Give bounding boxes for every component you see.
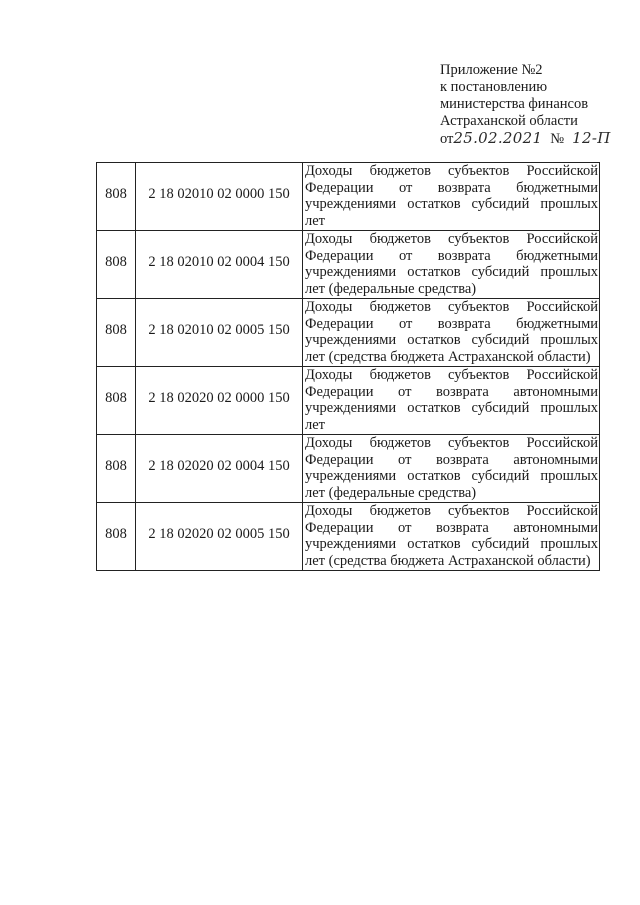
- date-prefix: от: [440, 131, 454, 147]
- appendix-title: Приложение №2: [440, 62, 543, 78]
- budget-code-cell: 2 18 02010 02 0005 150: [136, 299, 303, 367]
- appendix-reference-line: к постановлению: [440, 79, 548, 95]
- revenue-name-cell: Доходы бюджетов субъектов Российской Федерации от возврата автономными учреждениями остатков субсидий прошлых лет (федеральные средства): [303, 435, 600, 503]
- revenue-codes-table: [96, 162, 600, 571]
- revenue-name-cell: Доходы бюджетов субъектов Российской Федерации от возврата автономными учреждениями остатков субсидий прошлых лет (средства бюджета Астраханской области): [303, 503, 600, 571]
- date-number-line: [440, 130, 630, 148]
- admin-code-cell: 808: [97, 299, 136, 367]
- revenue-name-cell: Доходы бюджетов субъектов Российской Федерации от возврата бюджетными учреждениями остатков субсидий прошлых лет (федеральные средства): [303, 231, 600, 299]
- table-row: [97, 435, 600, 503]
- admin-code-cell: 808: [97, 367, 136, 435]
- budget-code-cell: 2 18 02010 02 0000 150: [136, 163, 303, 231]
- region-name: Астраханской области: [440, 113, 578, 129]
- table-row: [97, 299, 600, 367]
- budget-code-cell: 2 18 02020 02 0004 150: [136, 435, 303, 503]
- budget-code-cell: 2 18 02020 02 0000 150: [136, 367, 303, 435]
- admin-code-cell: 808: [97, 435, 136, 503]
- table-row: [97, 231, 600, 299]
- ministry-name: министерства финансов: [440, 96, 589, 112]
- revenue-name-cell: Доходы бюджетов субъектов Российской Федерации от возврата автономными учреждениями остатков субсидий прошлых лет: [303, 367, 600, 435]
- revenue-name-cell: Доходы бюджетов субъектов Российской Федерации от возврата бюджетными учреждениями остатков субсидий прошлых лет: [303, 163, 600, 231]
- budget-code-cell: 2 18 02020 02 0005 150: [136, 503, 303, 571]
- admin-code-cell: 808: [97, 231, 136, 299]
- handwritten-date: 25.02.2021: [453, 129, 543, 147]
- appendix-header: [440, 62, 630, 148]
- table-row: [97, 503, 600, 571]
- number-label: №: [550, 131, 565, 147]
- handwritten-number: 12-П: [572, 129, 611, 147]
- table-row: [97, 163, 600, 231]
- revenue-name-cell: Доходы бюджетов субъектов Российской Федерации от возврата бюджетными учреждениями остатков субсидий прошлых лет (средства бюджета Астраханской области): [303, 299, 600, 367]
- budget-code-cell: 2 18 02010 02 0004 150: [136, 231, 303, 299]
- table-row: [97, 367, 600, 435]
- admin-code-cell: 808: [97, 163, 136, 231]
- admin-code-cell: 808: [97, 503, 136, 571]
